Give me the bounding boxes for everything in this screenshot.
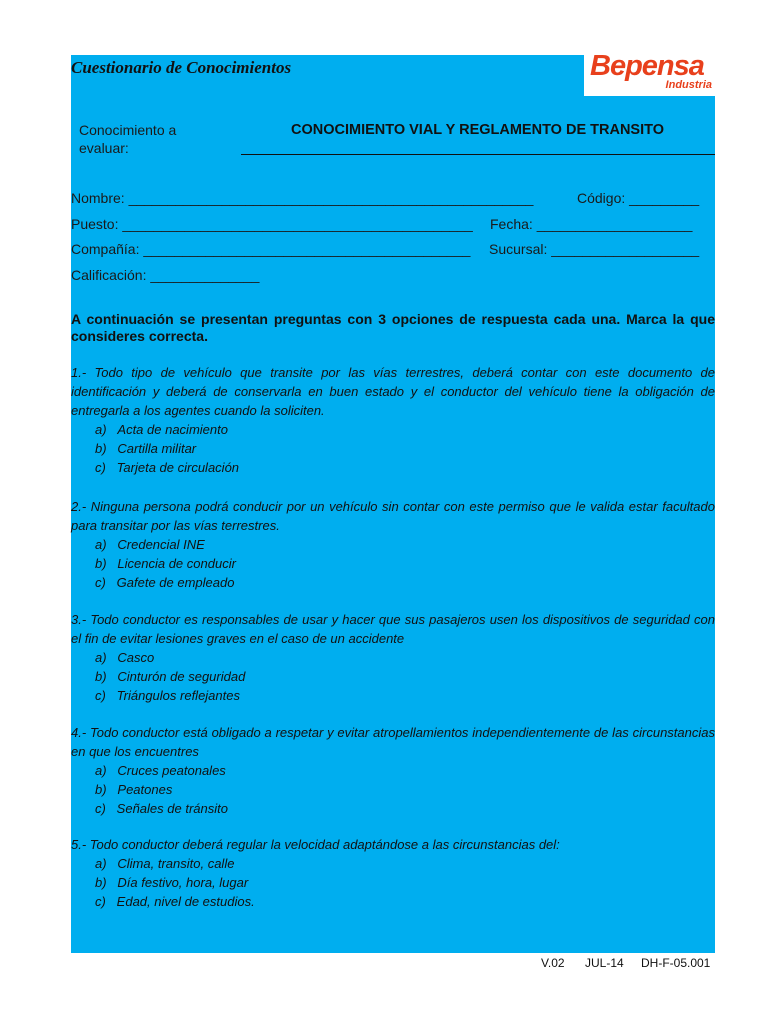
- logo-subtitle: Industria: [665, 79, 712, 91]
- footer-version: V.02: [541, 956, 565, 970]
- question-1: [71, 363, 715, 477]
- option-list: [71, 535, 715, 592]
- option-c[interactable]: c) Triángulos reflejantes: [95, 688, 240, 703]
- position-field[interactable]: Puesto: _____________________________________________: [71, 216, 473, 232]
- question-4: [71, 723, 715, 818]
- question-3: [71, 610, 715, 705]
- option-list: [71, 854, 715, 911]
- option-c[interactable]: c) Tarjeta de circulación: [95, 460, 240, 475]
- option-c[interactable]: c) Señales de tránsito: [95, 801, 228, 816]
- option-a[interactable]: a) Clima, transito, calle: [95, 856, 235, 871]
- question-text: 1.- Todo tipo de vehículo que transite por las vías terrestres, deberá contar con este documento de identificación y deberá de conservarla en buen estado y el conductor del vehículo tiene la obligación de entregarla a los agentes cuando la soliciten.: [71, 365, 715, 418]
- logo-wordmark: Bepensa: [590, 50, 704, 82]
- option-a[interactable]: a) Cruces peatonales: [95, 763, 226, 778]
- grade-field[interactable]: Calificación: ______________: [71, 267, 260, 283]
- option-b[interactable]: b) Día festivo, hora, lugar: [95, 875, 249, 890]
- footer-date: JUL-14: [585, 956, 624, 970]
- option-c[interactable]: c) Edad, nivel de estudios.: [95, 894, 255, 909]
- option-a[interactable]: a) Credencial INE: [95, 537, 205, 552]
- question-text: 2.- Ninguna persona podrá conducir por un vehículo sin contar con este permiso que le valida estar facultado para transitar por las vías terrestres.: [71, 499, 715, 533]
- option-a[interactable]: a) Casco: [95, 650, 155, 665]
- option-c[interactable]: c) Gafete de empleado: [95, 575, 235, 590]
- option-list: [71, 761, 715, 818]
- date-field[interactable]: Fecha: ____________________: [490, 216, 693, 232]
- company-logo: [584, 48, 722, 96]
- option-b[interactable]: b) Peatones: [95, 782, 173, 797]
- company-field[interactable]: Compañía: __________________________________________: [71, 241, 471, 257]
- code-field[interactable]: Código: _________: [577, 190, 700, 206]
- form-title: Cuestionario de Conocimientos: [71, 58, 292, 77]
- option-b[interactable]: b) Cinturón de seguridad: [95, 669, 246, 684]
- option-a[interactable]: a) Acta de nacimiento: [95, 422, 228, 437]
- instructions: A continuación se presentan preguntas con 3 opciones de respuesta cada una. Marca la que consideres correcta.: [71, 311, 715, 344]
- name-field[interactable]: Nombre: ____________________________________________________: [71, 190, 534, 206]
- footer-code: DH-F-05.001: [641, 956, 711, 970]
- option-b[interactable]: b) Cartilla militar: [95, 441, 197, 456]
- knowledge-label: Conocimiento a evaluar:: [79, 122, 177, 156]
- option-list: [71, 420, 715, 477]
- question-2: [71, 497, 715, 592]
- question-text: 3.- Todo conductor es responsables de usar y hacer que sus pasajeros usen los dispositivos de seguridad con el fin de evitar lesiones graves en el caso de un accidente: [71, 612, 715, 646]
- option-b[interactable]: b) Licencia de conducir: [95, 556, 236, 571]
- knowledge-underline: [241, 154, 715, 155]
- option-list: [71, 648, 715, 705]
- question-text: 5.- Todo conductor deberá regular la velocidad adaptándose a las circunstancias del:: [71, 837, 560, 852]
- question-5: [71, 835, 715, 911]
- question-text: 4.- Todo conductor está obligado a respetar y evitar atropellamientos independientemente de las circunstancias en que los encuentres: [71, 725, 715, 759]
- knowledge-topic: CONOCIMIENTO VIAL Y REGLAMENTO DE TRANSITO: [290, 122, 664, 138]
- branch-field[interactable]: Sucursal: ___________________: [489, 241, 700, 257]
